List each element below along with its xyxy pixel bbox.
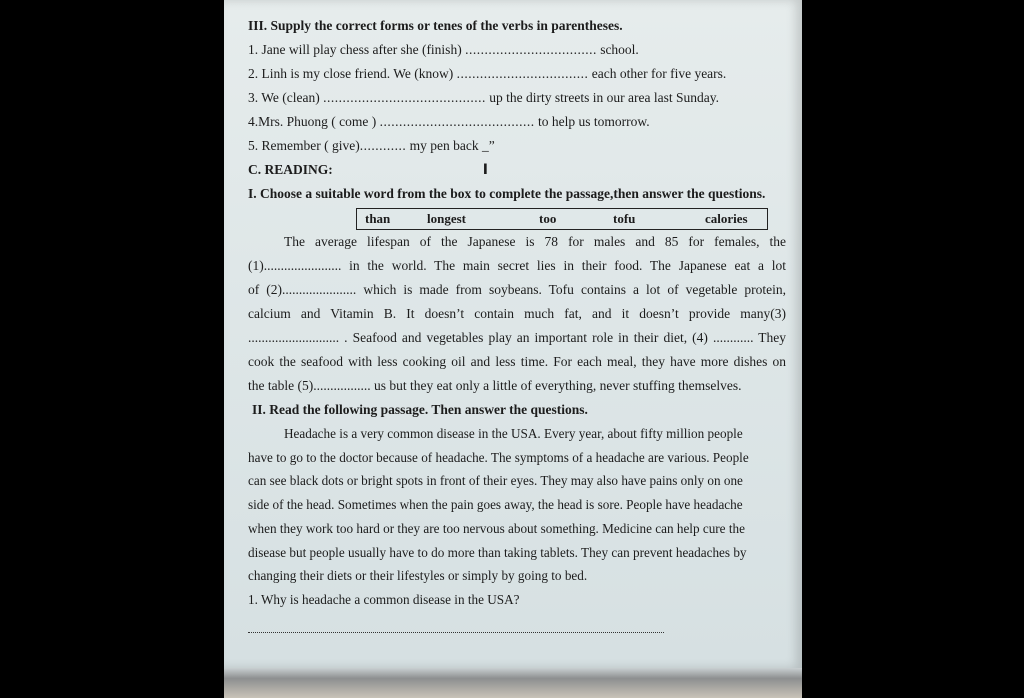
- question-1: 1. Why is headache a common disease in the USA?: [248, 591, 520, 607]
- passage-line: The average lifespan of the Japanese is 78 for males and 85 for females, the: [284, 234, 786, 249]
- word-box-item: too: [539, 211, 557, 226]
- text-cursor-icon: I: [482, 162, 488, 178]
- reading-heading: C. READING: I: [248, 158, 786, 182]
- exercise-item-2: 2. Linh is my close friend. We (know) .................................. each other for five years.: [248, 66, 727, 81]
- word-box-item: than: [365, 211, 391, 226]
- passage-line: of (2)...................... which is made from soybeans. Tofu contains a lot of vegetable protein,: [248, 282, 786, 297]
- exercise-item-4: 4.Mrs. Phuong ( come ) ........................................ to help us tomorrow.: [248, 114, 650, 129]
- worksheet-content: [248, 14, 786, 633]
- passage-line: the table (5)................. us but they eat only a little of everything, never stuffing themselves.: [248, 378, 742, 393]
- passage2-line: changing their diets or their lifestyles or simply by going to bed.: [248, 568, 588, 584]
- passage-line: cook the seafood with less cooking oil and less time. For each meal, they have more dishes on: [248, 354, 786, 369]
- exercise-item-5: 5. Remember ( give)............ my pen back _”: [248, 138, 495, 153]
- passage-line: (1)....................... in the world. The main secret lies in their food. The Japanese eat a lot: [248, 258, 786, 273]
- word-box-item: tofu: [613, 211, 636, 226]
- exercise-item-1: 1. Jane will play chess after she (finish) .................................. school.: [248, 42, 639, 57]
- word-box-item: longest: [427, 211, 466, 226]
- passage2-line: disease but people usually have to do more than taking tablets. They can prevent headaches by: [248, 544, 747, 560]
- passage-line: ........................... . Seafood and vegetables play an important role in their diet, (4) ............ They: [248, 330, 786, 345]
- part1-heading: I. Choose a suitable word from the box to complete the passage,then answer the questions.: [248, 186, 766, 201]
- part2-heading: II. Read the following passage. Then answer the questions.: [252, 402, 588, 417]
- passage2-line: when they work too hard or they are too nervous about something. Medicine can help cure the: [248, 520, 745, 536]
- passage-line: calcium and Vitamin B. It doesn’t contain much fat, and it doesn’t provide many(3): [248, 306, 786, 321]
- answer-line: [248, 632, 664, 633]
- section3-heading: III. Supply the correct forms or tenes of the verbs in parentheses.: [248, 18, 623, 33]
- worksheet-page: [224, 0, 802, 668]
- passage2-line: can see black dots or bright spots in front of their eyes. They may also have pains only on one: [248, 473, 743, 489]
- word-box-item: calories: [705, 211, 748, 226]
- word-box: [356, 208, 768, 230]
- passage2-line: Headache is a very common disease in the USA. Every year, about fifty million people: [284, 426, 743, 441]
- passage2-line: have to go to the doctor because of headache. The symptoms of a headache are various. People: [248, 449, 749, 465]
- exercise-item-3: 3. We (clean) .......................................... up the dirty streets in our area last Sunday.: [248, 90, 719, 105]
- passage2-line: side of the head. Sometimes when the pain goes away, the head is sore. People have headache: [248, 497, 743, 513]
- page-bottom-edge: [224, 668, 802, 698]
